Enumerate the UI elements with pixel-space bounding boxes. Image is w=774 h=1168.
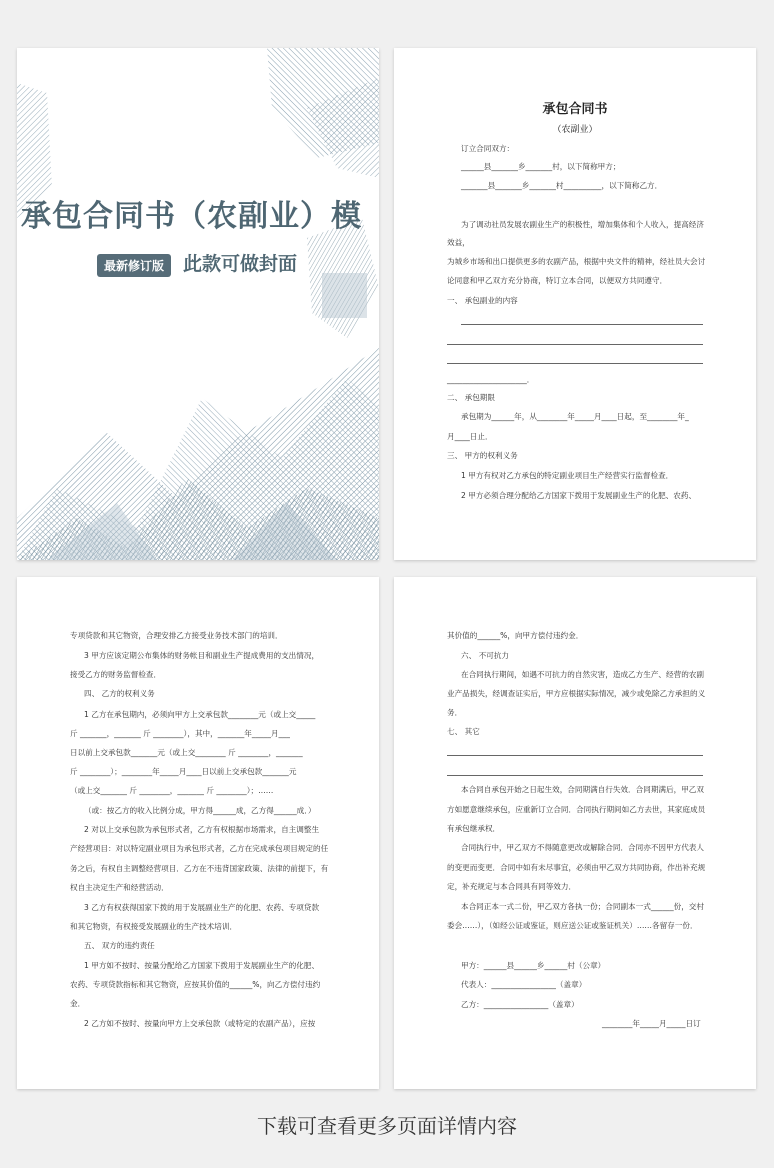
text-line: 日以前上交承包款_______元（或上交________ 斤 ________，_______: [70, 748, 303, 757]
text-line: 斤 ________）；________年_____月____日以前上交承包款_______元: [70, 767, 297, 776]
text-line: 2 甲方必须合理分配给乙方国家下拨用于发展副业生产的化肥、农药、: [461, 491, 697, 500]
cover-subtitle: 此款可做封面: [183, 253, 298, 275]
text-line: 2 对以上交承包款为承包形式者，乙方有权根据市场需求，自主调整生: [84, 825, 320, 834]
text-line: 论同意和甲乙双方充分协商，特订立本合同，以便双方共同遵守．: [447, 276, 668, 285]
text-line: 合同执行中，甲乙双方不得随意更改或解除合同．合同亦不因甲方代表人: [461, 843, 704, 852]
text-line: 接受乙方的财务监督检查．: [70, 670, 162, 679]
text-line: 务．: [447, 708, 463, 717]
text-line: 方如愿意继续承包，应重新订立合同．合同执行期间如乙方去世，其家庭成员: [447, 805, 706, 814]
section-heading: 五、 双方的违约责任: [84, 941, 155, 950]
section-heading: 二、 承包期限: [447, 393, 495, 402]
text-line: 业产品损失，经调查证实后，甲方应根据实际情况，减少或免除乙方承担的义: [447, 689, 706, 698]
blank-line: [447, 755, 703, 756]
blank-line: [447, 363, 703, 364]
text-line: 本合同自承包开始之日起生效，合同期满自行失效．合同期满后，甲乙双: [461, 785, 704, 794]
section-heading: 一、 承包副业的内容: [447, 296, 518, 305]
text-line: 有承包继承权．: [447, 824, 501, 833]
text-line: 农药、专项贷款指标和其它物资，应按其价值的______%，向乙方偿付违约: [70, 980, 321, 989]
text-line: 本合同正本一式二份，甲乙双方各执一份；合同副本一式______份，交村: [461, 902, 704, 911]
document-page-1: [394, 48, 756, 560]
text-line: 为城乡市场和出口提供更多的农副产品，根据中央文件的精神，经社员大会讨: [447, 257, 706, 266]
text-line: 承包期为______年，从________年_____月____日起，至________年_: [461, 412, 689, 421]
text-line: 1 甲方如不按时、按量分配给乙方国家下拨用于发展副业生产的化肥、: [84, 961, 320, 970]
text-line: 月____日止．: [447, 432, 493, 441]
section-heading: 六、 不可抗力: [461, 651, 509, 660]
text-line: _____________________．: [447, 375, 535, 384]
text-line: 定，补充规定与本合同具有同等效力．: [447, 882, 577, 891]
text-line: 委会……），（如经公证或鉴证，则应送公证或鉴证机关）……各留存一份．: [447, 921, 698, 930]
text-line: 效益，: [447, 238, 470, 247]
blank-line: [447, 775, 703, 776]
document-page-3: [394, 577, 756, 1089]
stripe-shape: [322, 273, 367, 318]
text-line: （或：按乙方的收入比例分成，甲方得______成，乙方得______成．）: [84, 806, 316, 815]
text-line: 权自主决定生产和经营活动．: [70, 883, 169, 892]
footer-caption: 下载可查看更多页面详情内容: [257, 1114, 517, 1138]
document-title: 承包合同书: [542, 102, 608, 117]
date-line: ________年_____月_____日订: [602, 1019, 701, 1028]
text-line: 在合同执行期间，如遇不可抗力的自然灾害，造成乙方生产、经营的农副: [461, 670, 704, 679]
text-line: 金．: [70, 999, 86, 1008]
text-line: 1 乙方在承包期内，必须向甲方上交承包款________元（或上交_____: [84, 710, 316, 719]
text-line: 斤 _______，_______ 斤 ________），其中，_______年_____月___: [70, 729, 290, 738]
text-line: 其价值的______%，向甲方偿付违约金．: [447, 631, 584, 640]
text-line: 为了调动社员发展农副业生产的积极性，增加集体和个人收入，提高经济: [461, 220, 704, 229]
text-line: 1 甲方有权对乙方承包的特定副业项目生产经营实行监督检查．: [461, 471, 674, 480]
document-page-2: [17, 577, 379, 1089]
section-heading: 七、 其它: [447, 727, 480, 736]
text-line: 订立合同双方：: [461, 144, 515, 153]
section-heading: 三、 甲方的权利义务: [447, 451, 518, 460]
text-line: 3 甲方应该定期公布集体的财务帐目和副业生产提成费用的支出情况，: [84, 651, 320, 660]
document-subtitle: （农副业）: [552, 125, 598, 135]
blank-line: [461, 324, 703, 325]
text-line: 产经营项目：对以特定副业项目为承包形式者，乙方在完成承包项目规定的任: [70, 844, 329, 853]
text-line: 2 乙方如不按时、按量向甲方上交承包款（或特定的农副产品），应按: [84, 1019, 316, 1028]
text-line: ______县_______乡_______村，以下简称甲方；: [461, 162, 621, 171]
section-heading: 四、 乙方的权利义务: [84, 689, 155, 698]
text-line: 的变更而变更．合同中如有未尽事宜，必须由甲乙双方共同协商，作出补充规: [447, 863, 706, 872]
text-line: _______县_______乡_______村__________，以下简称乙方．: [461, 181, 663, 190]
text-line: 和其它物资，有权接受发展副业的生产技术培训．: [70, 922, 238, 931]
signature-line: 乙方：_________________（盖章）: [461, 1000, 579, 1009]
edition-badge: 最新修订版: [97, 254, 171, 277]
cover-decoration: [17, 48, 379, 560]
text-line: 专项贷款和其它物资，合理安排乙方接受业务技术部门的培训．: [70, 631, 283, 640]
text-line: （或上交_______ 斤 ________，_______ 斤 ________）；……: [70, 786, 274, 795]
signature-line: 甲方：______县______乡______村（公章）: [461, 961, 606, 970]
text-line: 3 乙方有权获得国家下拨的用于发展副业生产的化肥、农药、专项贷款: [84, 903, 320, 912]
cover-title: 承包合同书（农副业）模: [21, 199, 362, 234]
cover-page: [17, 48, 379, 560]
signature-line: 代表人：_________________（盖章）: [461, 980, 587, 989]
blank-line: [447, 344, 703, 345]
text-line: 务之后，有权自主调整经营项目．乙方在不违背国家政策、法律的前提下，有: [70, 864, 329, 873]
